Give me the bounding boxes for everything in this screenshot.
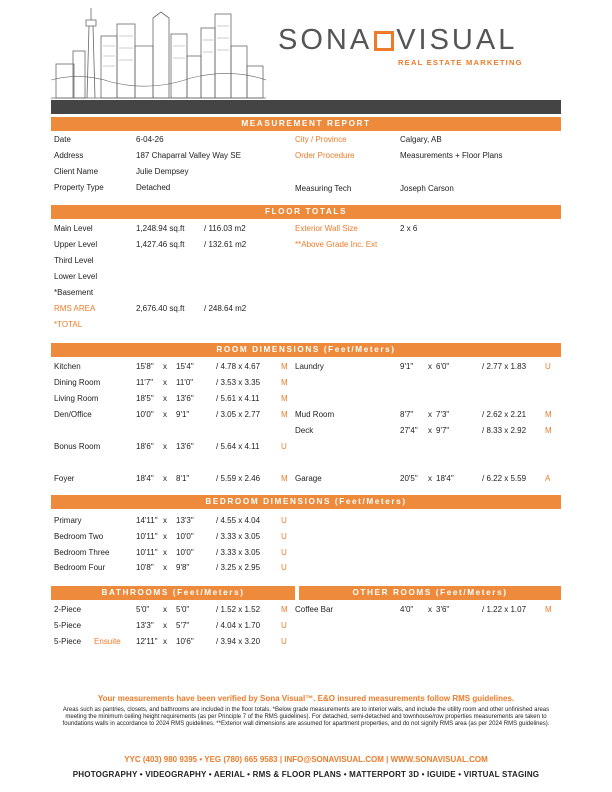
city-label: City / Province xyxy=(295,135,347,144)
room-row-length: 11'7" xyxy=(136,378,154,387)
bathroom-row-name: 5-Piece xyxy=(54,637,82,646)
room-row-times: x xyxy=(163,378,167,387)
bathroom-row-metric: / 4.04 x 1.70 xyxy=(216,621,261,630)
brand-logo xyxy=(278,24,517,57)
room-row-times: x xyxy=(163,442,167,451)
floor-row-sqft: 1,427.46 sq.ft xyxy=(136,240,185,249)
bathroom-row-level-code: U xyxy=(281,637,287,646)
room-row-name: Dining Room xyxy=(54,378,101,387)
room-row-width: 13'6" xyxy=(176,394,194,403)
room-row-metric: / 5.59 x 2.46 xyxy=(216,474,261,483)
bathroom-row-times: x xyxy=(163,621,167,630)
room-row-name: Laundry xyxy=(295,362,324,371)
room-row-length: 18'6" xyxy=(136,442,154,451)
bathroom-row-times: x xyxy=(163,605,167,614)
room-row-times: x xyxy=(428,410,432,419)
room-row-length: 18'4" xyxy=(136,474,154,483)
bedroom-row-level-code: U xyxy=(281,532,287,541)
bedroom-row-name: Bedroom Three xyxy=(54,548,110,557)
room-row-length: 9'1" xyxy=(400,362,414,371)
bedroom-row-metric: / 3.25 x 2.95 xyxy=(216,563,261,572)
bedroom-row-length: 10'11" xyxy=(136,532,158,541)
logo-mark-icon xyxy=(374,31,394,51)
wall-size-label: Exterior Wall Size xyxy=(295,224,358,233)
other-room-row-length: 4'0" xyxy=(400,605,414,614)
room-row-level-code: A xyxy=(545,474,551,483)
bathroom-row-width: 5'0" xyxy=(176,605,190,614)
address-label: Address xyxy=(54,151,84,160)
room-row-times: x xyxy=(428,362,432,371)
room-row-level-code: U xyxy=(545,362,551,371)
floor-row-sqft: 2,676.40 sq.ft xyxy=(136,304,185,313)
room-row-level-code: M xyxy=(281,362,288,371)
room-row-times: x xyxy=(163,394,167,403)
room-row-width: 7'3" xyxy=(436,410,450,419)
room-row-name: Mud Room xyxy=(295,410,335,419)
measurement-report-header: MEASUREMENT REPORT xyxy=(51,117,561,131)
other-room-row-width: 3'6" xyxy=(436,605,450,614)
room-row-level-code: M xyxy=(281,394,288,403)
floor-row-label: Lower Level xyxy=(54,272,98,281)
bedroom-row-times: x xyxy=(163,516,167,525)
procedure-label: Order Procedure xyxy=(295,151,355,160)
property-type-value: Detached xyxy=(136,183,171,192)
room-row-name: Deck xyxy=(295,426,314,435)
floor-row-label: Main Level xyxy=(54,224,93,233)
bedroom-row-length: 10'11" xyxy=(136,548,158,557)
room-row-times: x xyxy=(428,426,432,435)
procedure-value: Measurements + Floor Plans xyxy=(400,151,503,160)
bedroom-row-length: 14'11" xyxy=(136,516,158,525)
room-row-metric: / 2.62 x 2.21 xyxy=(482,410,527,419)
bedroom-row-width: 13'3" xyxy=(176,516,194,525)
room-row-length: 10'0" xyxy=(136,410,154,419)
room-row-width: 15'4" xyxy=(176,362,194,371)
bedroom-row-name: Bedroom Four xyxy=(54,563,106,572)
city-skyline-illustration xyxy=(51,6,266,100)
bathroom-row-width: 10'6" xyxy=(176,637,194,646)
room-row-width: 18'4" xyxy=(436,474,454,483)
date-value: 6-04-26 xyxy=(136,135,164,144)
client-value: Julie Dempsey xyxy=(136,167,189,176)
bedroom-row-metric: / 3.33 x 3.05 xyxy=(216,548,261,557)
bathroom-row-tag: Ensuite xyxy=(94,637,121,646)
bedroom-row-times: x xyxy=(163,563,167,572)
bedroom-row-metric: / 3.33 x 3.05 xyxy=(216,532,261,541)
bathroom-row-level-code: U xyxy=(281,621,287,630)
client-label: Client Name xyxy=(54,167,99,176)
bathroom-row-metric: / 3.94 x 3.20 xyxy=(216,637,261,646)
bedroom-row-times: x xyxy=(163,548,167,557)
room-row-metric: / 8.33 x 2.92 xyxy=(482,426,527,435)
bathrooms-header: BATHROOMS (Feet/Meters) xyxy=(51,586,295,600)
services-list: PHOTOGRAPHY • VIDEOGRAPHY • AERIAL • RMS & FLOOR PLANS • MATTERPORT 3D • IGUIDE • VIRTUAL STAGING xyxy=(72,770,540,779)
room-row-times: x xyxy=(163,474,167,483)
bathroom-row-name: 5-Piece xyxy=(54,621,82,630)
room-row-times: x xyxy=(163,410,167,419)
room-row-name: Bonus Room xyxy=(54,442,101,451)
room-row-level-code: M xyxy=(281,410,288,419)
floor-totals-header: FLOOR TOTALS xyxy=(51,205,561,219)
room-row-length: 18'5" xyxy=(136,394,154,403)
other-room-row-name: Coffee Bar xyxy=(295,605,334,614)
other-room-row-level-code: M xyxy=(545,605,552,614)
room-row-level-code: U xyxy=(281,442,287,451)
floor-row-label: *TOTAL xyxy=(54,320,83,329)
room-row-width: 6'0" xyxy=(436,362,450,371)
room-row-metric: / 4.78 x 4.67 xyxy=(216,362,261,371)
room-row-level-code: M xyxy=(545,426,552,435)
bedroom-row-width: 10'0" xyxy=(176,548,194,557)
floor-row-m2: / 248.64 m2 xyxy=(204,304,247,313)
tech-label: Measuring Tech xyxy=(295,184,352,193)
room-row-width: 8'1" xyxy=(176,474,190,483)
room-row-name: Den/Office xyxy=(54,410,92,419)
property-type-label: Property Type xyxy=(54,183,104,192)
room-row-metric: / 5.61 x 4.11 xyxy=(216,394,260,403)
room-row-name: Kitchen xyxy=(54,362,81,371)
brand-tagline: REAL ESTATE MARKETING xyxy=(398,58,523,67)
room-row-metric: / 2.77 x 1.83 xyxy=(482,362,527,371)
other-room-row-metric: / 1.22 x 1.07 xyxy=(482,605,527,614)
logo-text-right: VISUAL xyxy=(396,24,518,56)
bathroom-row-length: 5'0" xyxy=(136,605,150,614)
bedroom-row-name: Bedroom Two xyxy=(54,532,104,541)
room-row-length: 8'7" xyxy=(400,410,414,419)
room-row-metric: / 3.53 x 3.35 xyxy=(216,378,261,387)
room-row-width: 11'0" xyxy=(176,378,194,387)
room-row-times: x xyxy=(428,474,432,483)
city-value: Calgary, AB xyxy=(400,135,442,144)
room-row-metric: / 3.05 x 2.77 xyxy=(216,410,261,419)
floor-row-sqft: 1,248.94 sq.ft xyxy=(136,224,185,233)
floor-row-label: *Basement xyxy=(54,288,94,297)
bathroom-row-name: 2-Piece xyxy=(54,605,82,614)
room-row-metric: / 5.64 x 4.11 xyxy=(216,442,260,451)
room-dimensions-header: ROOM DIMENSIONS (Feet/Meters) xyxy=(51,343,561,357)
floor-row-label: Upper Level xyxy=(54,240,98,249)
bedroom-row-level-code: U xyxy=(281,516,287,525)
room-row-width: 9'7" xyxy=(436,426,450,435)
bedroom-row-length: 10'8" xyxy=(136,563,154,572)
floor-row-m2: / 132.61 m2 xyxy=(204,240,247,249)
room-row-width: 9'1" xyxy=(176,410,190,419)
bedroom-row-metric: / 4.55 x 4.04 xyxy=(216,516,261,525)
bathroom-row-length: 13'3" xyxy=(136,621,154,630)
wall-size-value: 2 x 6 xyxy=(400,224,418,233)
room-row-name: Foyer xyxy=(54,474,75,483)
above-grade-label: **Above Grade Inc. Ext xyxy=(295,240,378,249)
room-row-name: Garage xyxy=(295,474,322,483)
floor-row-label: RMS AREA xyxy=(54,304,96,313)
bathroom-row-level-code: M xyxy=(281,605,288,614)
floor-row-m2: / 116.03 m2 xyxy=(204,224,246,233)
room-row-level-code: M xyxy=(281,378,288,387)
contact-info: YYC (403) 980 9395 • YEG (780) 665 9583 | INFO@SONAVISUAL.COM | WWW.SONAVISUAL.COM xyxy=(124,755,488,764)
address-value: 187 Chaparral Valley Way SE xyxy=(136,151,241,160)
bedroom-row-width: 10'0" xyxy=(176,532,194,541)
bedroom-row-name: Primary xyxy=(54,516,82,525)
floor-row-label: Third Level xyxy=(54,256,94,265)
other-room-row-times: x xyxy=(428,605,432,614)
room-row-metric: / 6.22 x 5.59 xyxy=(482,474,527,483)
room-row-level-code: M xyxy=(545,410,552,419)
room-row-length: 20'5" xyxy=(400,474,418,483)
verification-statement: Your measurements have been verified by Sona Visual™. E&O insured measurements follow RMS guidelines. xyxy=(97,694,515,703)
bedroom-row-level-code: U xyxy=(281,563,287,572)
bedroom-row-times: x xyxy=(163,532,167,541)
other-rooms-header: OTHER ROOMS (Feet/Meters) xyxy=(299,586,561,600)
header-band xyxy=(51,100,561,114)
measurement-notes: Areas such as pantries, closets, and bathrooms are included in the floor totals. *Below grade measurements are to interior walls, and include the utility room and other unfinished areas meeting the minimum ceiling height requirements (as per Principle 7 of the RMS guidelines). For detached, semi-detached and townhouse/row properties measurements are taken to foundations walls in accordance to 2024 RMS guidelines. **Exterior wall dimensions are assumed for apartment properties, and do not signify RMS area (as per 2024 RMS guidelines). xyxy=(62,707,550,728)
room-row-width: 13'6" xyxy=(176,442,194,451)
logo-text-left: SONA xyxy=(278,24,373,56)
room-row-length: 27'4" xyxy=(400,426,418,435)
bathroom-row-times: x xyxy=(163,637,167,646)
bedroom-dimensions-header: BEDROOM DIMENSIONS (Feet/Meters) xyxy=(51,495,561,509)
bathroom-row-width: 5'7" xyxy=(176,621,190,630)
room-row-times: x xyxy=(163,362,167,371)
room-row-level-code: M xyxy=(281,474,288,483)
tech-value: Joseph Carson xyxy=(400,184,454,193)
room-row-length: 15'8" xyxy=(136,362,154,371)
room-row-name: Living Room xyxy=(54,394,99,403)
bedroom-row-level-code: U xyxy=(281,548,287,557)
bathroom-row-metric: / 1.52 x 1.52 xyxy=(216,605,261,614)
bathroom-row-length: 12'11" xyxy=(136,637,158,646)
date-label: Date xyxy=(54,135,71,144)
bedroom-row-width: 9'8" xyxy=(176,563,190,572)
